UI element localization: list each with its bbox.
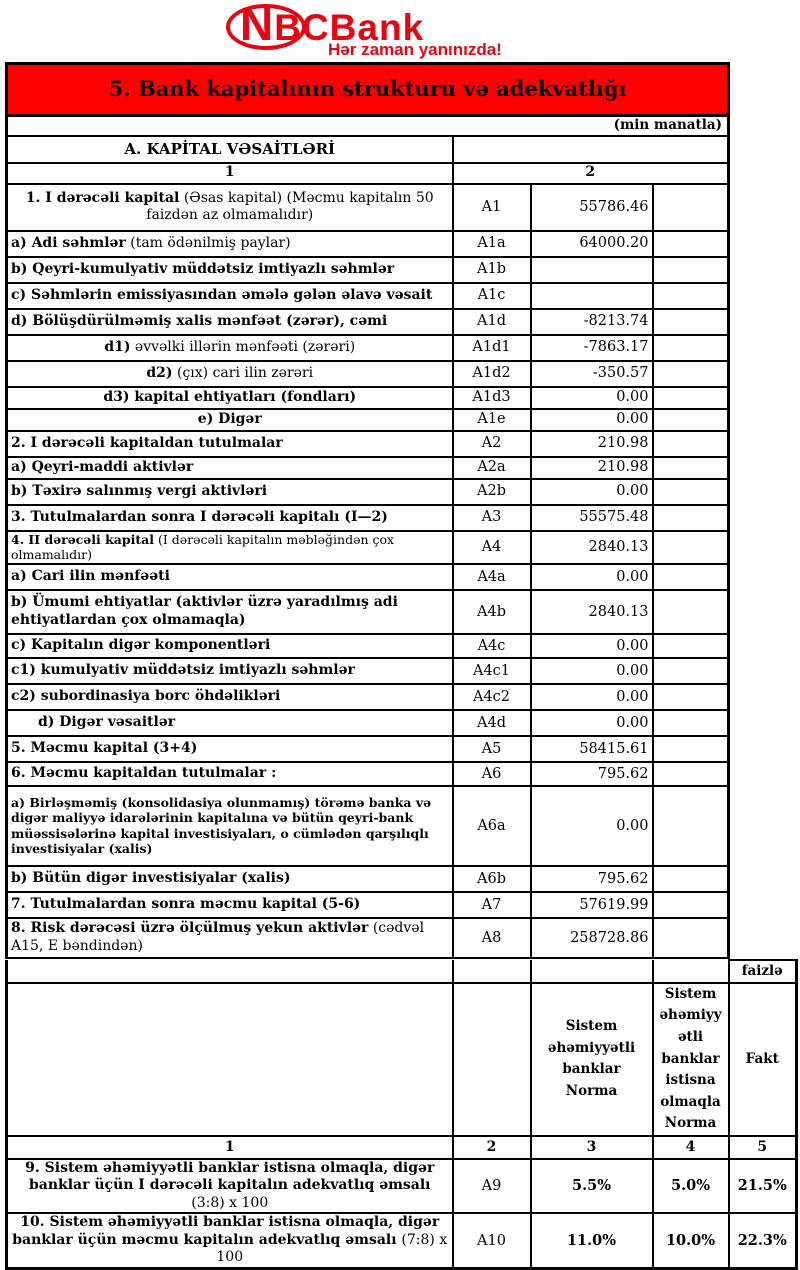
table-row [7, 1159, 797, 1214]
row-code: A5 [453, 736, 531, 762]
row-value: 258728.86 [531, 918, 653, 958]
table-row [7, 387, 729, 409]
row-label: 1. I dərəcəli kapital (Əsas kapital) (Məcmu kapitalın 50 faizdən az olmamalıdır) [7, 184, 453, 231]
column-number: 4 [653, 1136, 729, 1159]
row-value: 2840.13 [531, 531, 653, 564]
row-value: -7863.17 [531, 335, 653, 361]
blank-cell [7, 983, 453, 1136]
blank-cell [653, 531, 729, 564]
row-code: A4b [453, 590, 531, 634]
row-label: c2) subordinasiya borc öhdəlikləri [7, 684, 453, 710]
blank-cell [653, 257, 729, 283]
table-row [7, 283, 729, 309]
blank-cell [653, 786, 729, 866]
table-row [7, 184, 729, 231]
row-code: A4d [453, 710, 531, 736]
row-value: 0.00 [531, 684, 653, 710]
table-row [7, 918, 729, 958]
blank-cell [653, 361, 729, 387]
table-row [7, 634, 729, 658]
row-value: 58415.61 [531, 736, 653, 762]
row-code: A2a [453, 457, 531, 479]
row-code: A4c2 [453, 684, 531, 710]
row-value: 0.00 [531, 479, 653, 505]
fakt-value: 21.5% [729, 1159, 797, 1214]
row-value: 0.00 [531, 710, 653, 736]
column-number: 1 [7, 163, 453, 184]
blank-cell [653, 658, 729, 684]
row-value: 55575.48 [531, 505, 653, 531]
row-code: A7 [453, 892, 531, 918]
blank-cell [531, 960, 653, 983]
row-value [531, 257, 653, 283]
header-fakt: Fakt [729, 983, 797, 1136]
row-label: 8. Risk dərəcəsi üzrə ölçülmuş yekun aktivlər (cədvəl A15, E bəndindən) [7, 918, 453, 958]
row-code: A1e [453, 409, 531, 431]
blank-cell [653, 710, 729, 736]
table-row [7, 564, 729, 590]
table-row [7, 335, 729, 361]
logo-brand-rest: BCBank [274, 7, 425, 48]
table-row [7, 409, 729, 431]
table-row [7, 505, 729, 531]
table-row [7, 684, 729, 710]
percent-unit-note: faizlə [729, 960, 797, 983]
row-label: d2) (çıx) cari ilin zərəri [7, 361, 453, 387]
blank-cell [653, 505, 729, 531]
row-label: 6. Məcmu kapitaldan tutulmalar : [7, 762, 453, 786]
header-norma-excl: Sistem əhəmiyyətli banklar istisna olmaqla Norma [653, 983, 729, 1136]
row-code: A1d2 [453, 361, 531, 387]
blank-cell [653, 918, 729, 958]
row-code: A9 [453, 1159, 531, 1214]
row-value: 2840.13 [531, 590, 653, 634]
table-row [7, 361, 729, 387]
blank-cell [653, 634, 729, 658]
table-row [7, 531, 729, 564]
section-a-header: A. KAPİTAL VƏSAİTLƏRİ [7, 136, 453, 163]
column-number: 3 [531, 1136, 653, 1159]
row-label: e) Digər [7, 409, 453, 431]
row-value: 64000.20 [531, 231, 653, 257]
row-value: 57619.99 [531, 892, 653, 918]
table-row [7, 786, 729, 866]
blank-cell [653, 431, 729, 457]
row-code: A4c [453, 634, 531, 658]
row-label: d) Digər vəsaitlər [7, 710, 453, 736]
blank-cell [653, 231, 729, 257]
row-value: 0.00 [531, 634, 653, 658]
blank-cell [653, 283, 729, 309]
column-number: 5 [729, 1136, 797, 1159]
row-code: A1a [453, 231, 531, 257]
row-label: d) Bölüşdürülməmiş xalis mənfəət (zərər), cəmi [7, 309, 453, 335]
blank-cell [653, 736, 729, 762]
row-label: a) Birləşməmiş (konsolidasiya olunmamış) törəmə banka və digər maliyyə idarələrinin kapitalına və bütün qeyri-bank müəssisələrinə kapital investisiyaları, o cümlədən qarşılıqlı investisiyalar (xalis) [7, 786, 453, 866]
blank-cell [653, 564, 729, 590]
blank-cell [653, 409, 729, 431]
row-label: 4. II dərəcəli kapital (I dərəcəli kapitalın məbləğindən çox olmamalıdır) [7, 531, 453, 564]
row-value [531, 283, 653, 309]
row-value: 0.00 [531, 658, 653, 684]
row-label: d3) kapital ehtiyatları (fondları) [7, 387, 453, 409]
row-label: 5. Məcmu kapital (3+4) [7, 736, 453, 762]
row-label: a) Qeyri-maddi aktivlər [7, 457, 453, 479]
norma-sys-value: 11.0% [531, 1213, 653, 1268]
row-code: A8 [453, 918, 531, 958]
blank-cell [653, 309, 729, 335]
table-row [7, 257, 729, 283]
capital-table [5, 62, 730, 959]
header-norma-sys: Sistem əhəmiyyətli banklar Norma [531, 983, 653, 1136]
row-label: 10. Sistem əhəmiyyətli banklar istisna olmaqla, digər banklar üçün məcmu kapitalın adekvatlıq əmsalı (7:8) x 100 [7, 1213, 453, 1268]
row-value: 0.00 [531, 387, 653, 409]
blank-cell [7, 960, 453, 983]
column-number: 1 [7, 1136, 453, 1159]
row-value: 55786.46 [531, 184, 653, 231]
blank-cell [653, 684, 729, 710]
row-value: -8213.74 [531, 309, 653, 335]
blank-cell [653, 184, 729, 231]
column-number: 2 [453, 1136, 531, 1159]
row-code: A6 [453, 762, 531, 786]
table-row [7, 431, 729, 457]
row-value: 795.62 [531, 866, 653, 892]
row-code: A2b [453, 479, 531, 505]
logo-brand-n: N [240, 0, 275, 50]
row-label: d1) əvvəlki illərin mənfəəti (zərəri) [7, 335, 453, 361]
row-label: a) Adi səhmlər (tam ödənilmiş paylar) [7, 231, 453, 257]
table-row [7, 658, 729, 684]
blank-cell [653, 590, 729, 634]
row-code: A1d3 [453, 387, 531, 409]
table-row [7, 762, 729, 786]
table-row [7, 710, 729, 736]
row-code: A2 [453, 431, 531, 457]
blank-cell [653, 479, 729, 505]
row-value: 795.62 [531, 762, 653, 786]
table-row [7, 590, 729, 634]
blank-cell [453, 960, 531, 983]
blank-cell [653, 762, 729, 786]
row-label: 9. Sistem əhəmiyyətli banklar istisna olmaqla, digər banklar üçün I dərəcəli kapitalın adekvatlıq əmsalı (3:8) x 100 [7, 1159, 453, 1214]
blank-cell [653, 892, 729, 918]
row-code: A1b [453, 257, 531, 283]
row-code: A4 [453, 531, 531, 564]
row-code: A10 [453, 1213, 531, 1268]
unit-note: (min manatla) [7, 116, 729, 136]
table-row [7, 309, 729, 335]
row-label: 2. I dərəcəli kapitaldan tutulmalar [7, 431, 453, 457]
row-value: 0.00 [531, 786, 653, 866]
norma-excl-value: 10.0% [653, 1213, 729, 1268]
logo [0, 0, 800, 62]
row-value: -350.57 [531, 361, 653, 387]
row-label: b) Bütün digər investisiyalar (xalis) [7, 866, 453, 892]
row-value: 210.98 [531, 431, 653, 457]
row-label: b) Təxirə salınmış vergi aktivləri [7, 479, 453, 505]
row-code: A1 [453, 184, 531, 231]
row-code: A4c1 [453, 658, 531, 684]
row-code: A4a [453, 564, 531, 590]
blank-cell [453, 136, 729, 163]
row-value: 0.00 [531, 409, 653, 431]
table-row [7, 231, 729, 257]
blank-cell [453, 983, 531, 1136]
blank-cell [653, 387, 729, 409]
table-row [7, 479, 729, 505]
row-code: A6b [453, 866, 531, 892]
norma-excl-value: 5.0% [653, 1159, 729, 1214]
row-code: A1c [453, 283, 531, 309]
table-row [7, 1213, 797, 1268]
row-label: 3. Tutulmalardan sonra I dərəcəli kapitalı (I—2) [7, 505, 453, 531]
row-label: a) Cari ilin mənfəəti [7, 564, 453, 590]
blank-cell [653, 335, 729, 361]
column-number: 2 [453, 163, 729, 184]
logo-tagline: Hər zaman yanınızda! [328, 40, 502, 59]
section-title: 5. Bank kapitalının strukturu və adekvatlığı [7, 64, 729, 116]
blank-cell [653, 866, 729, 892]
adequacy-table [5, 959, 798, 1270]
blank-cell [653, 457, 729, 479]
norma-sys-value: 5.5% [531, 1159, 653, 1214]
row-value: 210.98 [531, 457, 653, 479]
row-label: b) Qeyri-kumulyativ müddətsiz imtiyazlı səhmlər [7, 257, 453, 283]
blank-cell [653, 960, 729, 983]
row-label: b) Ümumi ehtiyatlar (aktivlər üzrə yaradılmış adi ehtiyatlardan çox olmamaqla) [7, 590, 453, 634]
row-code: A3 [453, 505, 531, 531]
row-label: c1) kumulyativ müddətsiz imtiyazlı səhmlər [7, 658, 453, 684]
table-row [7, 457, 729, 479]
table-row [7, 892, 729, 918]
row-label: c) Səhmlərin emissiyasından əmələ gələn əlavə vəsait [7, 283, 453, 309]
row-value: 0.00 [531, 564, 653, 590]
fakt-value: 22.3% [729, 1213, 797, 1268]
table-row [7, 866, 729, 892]
table-row [7, 736, 729, 762]
row-code: A6a [453, 786, 531, 866]
row-label: 7. Tutulmalardan sonra məcmu kapital (5-6) [7, 892, 453, 918]
row-code: A1d1 [453, 335, 531, 361]
row-label: c) Kapitalın digər komponentləri [7, 634, 453, 658]
row-code: A1d [453, 309, 531, 335]
